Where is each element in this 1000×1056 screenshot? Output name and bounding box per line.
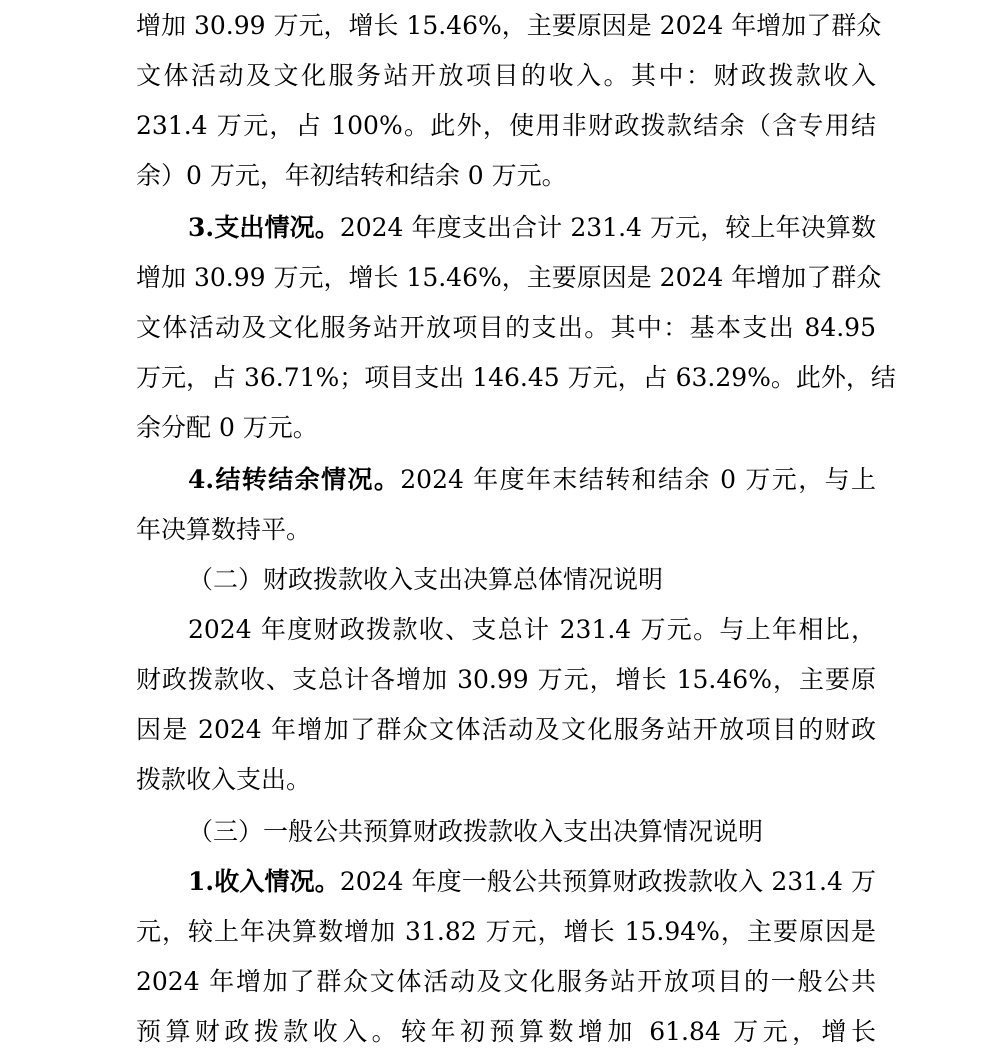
carryover-heading: 4.结转结余情况。 [188,465,401,494]
paragraph-line: 文体活动及文化服务站开放项目的收入。其中：财政拨款收入 [136,61,876,90]
paragraph-line: 余）0 万元，年初结转和结余 0 万元。 [136,161,567,190]
paragraph-line: 年决算数持平。 [136,515,312,544]
income-heading: 1.收入情况。 [188,867,340,896]
income-paragraph-first-line [188,864,876,900]
expenditure-paragraph-first-line [188,210,876,246]
paragraph-line: 增加 30.99 万元，增长 15.46%，主要原因是 2024 年增加了群众 [136,11,882,40]
paragraph-line: 拨款收入支出。 [136,765,312,794]
paragraph-line: 因是 2024 年增加了群众文体活动及文化服务站开放项目的财政 [136,715,876,744]
section-heading: （三）一般公共预算财政拨款收入支出决算情况说明 [188,817,764,846]
section-heading: （二）财政拨款收入支出决算总体情况说明 [188,565,664,594]
paragraph-line: 万元，占 36.71%；项目支出 146.45 万元，占 63.29%。此外，结 [136,363,896,392]
expenditure-heading: 3.支出情况。 [188,213,340,242]
paragraph-line: 余分配 0 万元。 [136,413,318,442]
carryover-paragraph-first-line [188,462,876,498]
carryover-text: 2024 年度年末结转和结余 0 万元，与上 [400,465,876,494]
expenditure-text: 2024 年度支出合计 231.4 万元，较上年决算数 [339,213,876,242]
paragraph-line: 增加 30.99 万元，增长 15.46%，主要原因是 2024 年增加了群众 [136,263,882,292]
paragraph-line: 2024 年度财政拨款收、支总计 231.4 万元。与上年相比， [188,615,876,644]
paragraph-line: 财政拨款收、支总计各增加 30.99 万元，增长 15.46%，主要原 [136,665,876,694]
paragraph-line: 231.4 万元，占 100%。此外，使用非财政拨款结余（含专用结 [136,111,876,140]
paragraph-line: 文体活动及文化服务站开放项目的支出。其中：基本支出 84.95 [136,313,876,342]
document-page [136,0,896,1056]
paragraph-line: 元，较上年决算数增加 31.82 万元，增长 15.94%，主要原因是 [136,917,876,946]
paragraph-line: 2024 年增加了群众文体活动及文化服务站开放项目的一般公共 [136,967,876,996]
paragraph-line: 预算财政拨款收入。较年初预算数增加 61.84 万元，增长 [136,1017,876,1046]
income-text: 2024 年度一般公共预算财政拨款收入 231.4 万 [339,867,876,896]
